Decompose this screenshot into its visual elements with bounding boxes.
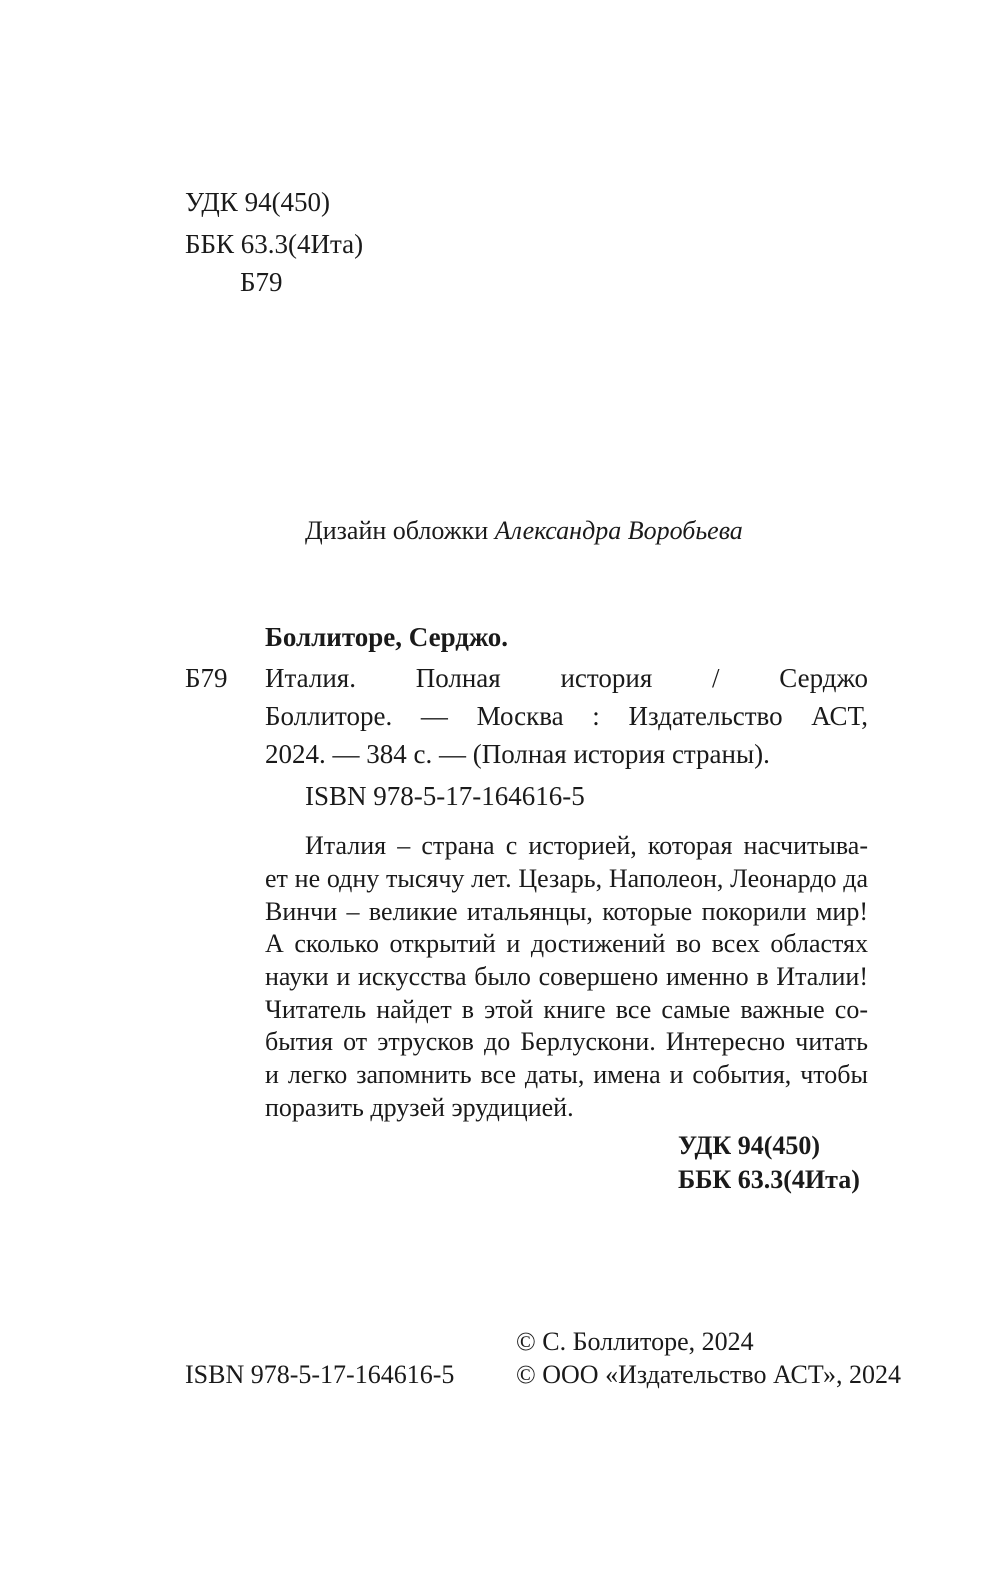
cover-designer-name: Александра Воробьева xyxy=(494,516,743,545)
annotation-line-7: бытия от этрусков до Берлускони. Интересно читать xyxy=(265,1027,868,1056)
annotation-line-6: Читатель найдет в этой книге все самые важные со- xyxy=(265,995,868,1024)
annotation-line-4: А сколько открытий и достижений во всех областях xyxy=(265,929,868,958)
annotation-line-5: науки и искусства было совершено именно в Италии! xyxy=(265,962,868,991)
annotation-line-1: Италия – страна с историей, которая насчитыва- xyxy=(305,831,868,860)
cover-design-prefix: Дизайн обложки xyxy=(305,516,495,545)
record-isbn: ISBN 978-5-17-164616-5 xyxy=(305,781,585,811)
top-author-code: Б79 xyxy=(240,267,283,297)
top-udk-code: УДК 94(450) xyxy=(185,187,331,217)
copyright-author: © С. Боллиторе, 2024 xyxy=(516,1327,754,1356)
annotation-line-3: Винчи – великие итальянцы, которые покорили мир! xyxy=(265,897,868,926)
top-bbk-code: ББК 63.3(4Ита) xyxy=(185,229,364,259)
bottom-udk-code: УДК 94(450) xyxy=(678,1131,821,1160)
annotation-line-9: поразить друзей эрудицией. xyxy=(265,1093,574,1122)
side-author-code: Б79 xyxy=(185,663,228,693)
annotation-line-8: и легко запомнить все даты, имена и события, чтобы xyxy=(265,1060,868,1089)
description-line-1: Италия. Полная история / Серджо xyxy=(265,663,868,693)
cover-design-credit xyxy=(305,513,743,549)
imprint-isbn: ISBN 978-5-17-164616-5 xyxy=(185,1360,455,1389)
author-heading: Боллиторе, Серджо. xyxy=(265,622,509,652)
bottom-bbk-code: ББК 63.3(4Ита) xyxy=(678,1165,860,1194)
annotation-line-2: ет не одну тысячу лет. Цезарь, Наполеон, Леонардо да xyxy=(265,864,868,893)
copyright-publisher: © ООО «Издательство АСТ», 2024 xyxy=(516,1360,902,1389)
description-line-2: Боллиторе. — Москва : Издательство АСТ, xyxy=(265,701,868,731)
description-line-3: 2024. — 384 с. — (Полная история страны). xyxy=(265,739,770,769)
